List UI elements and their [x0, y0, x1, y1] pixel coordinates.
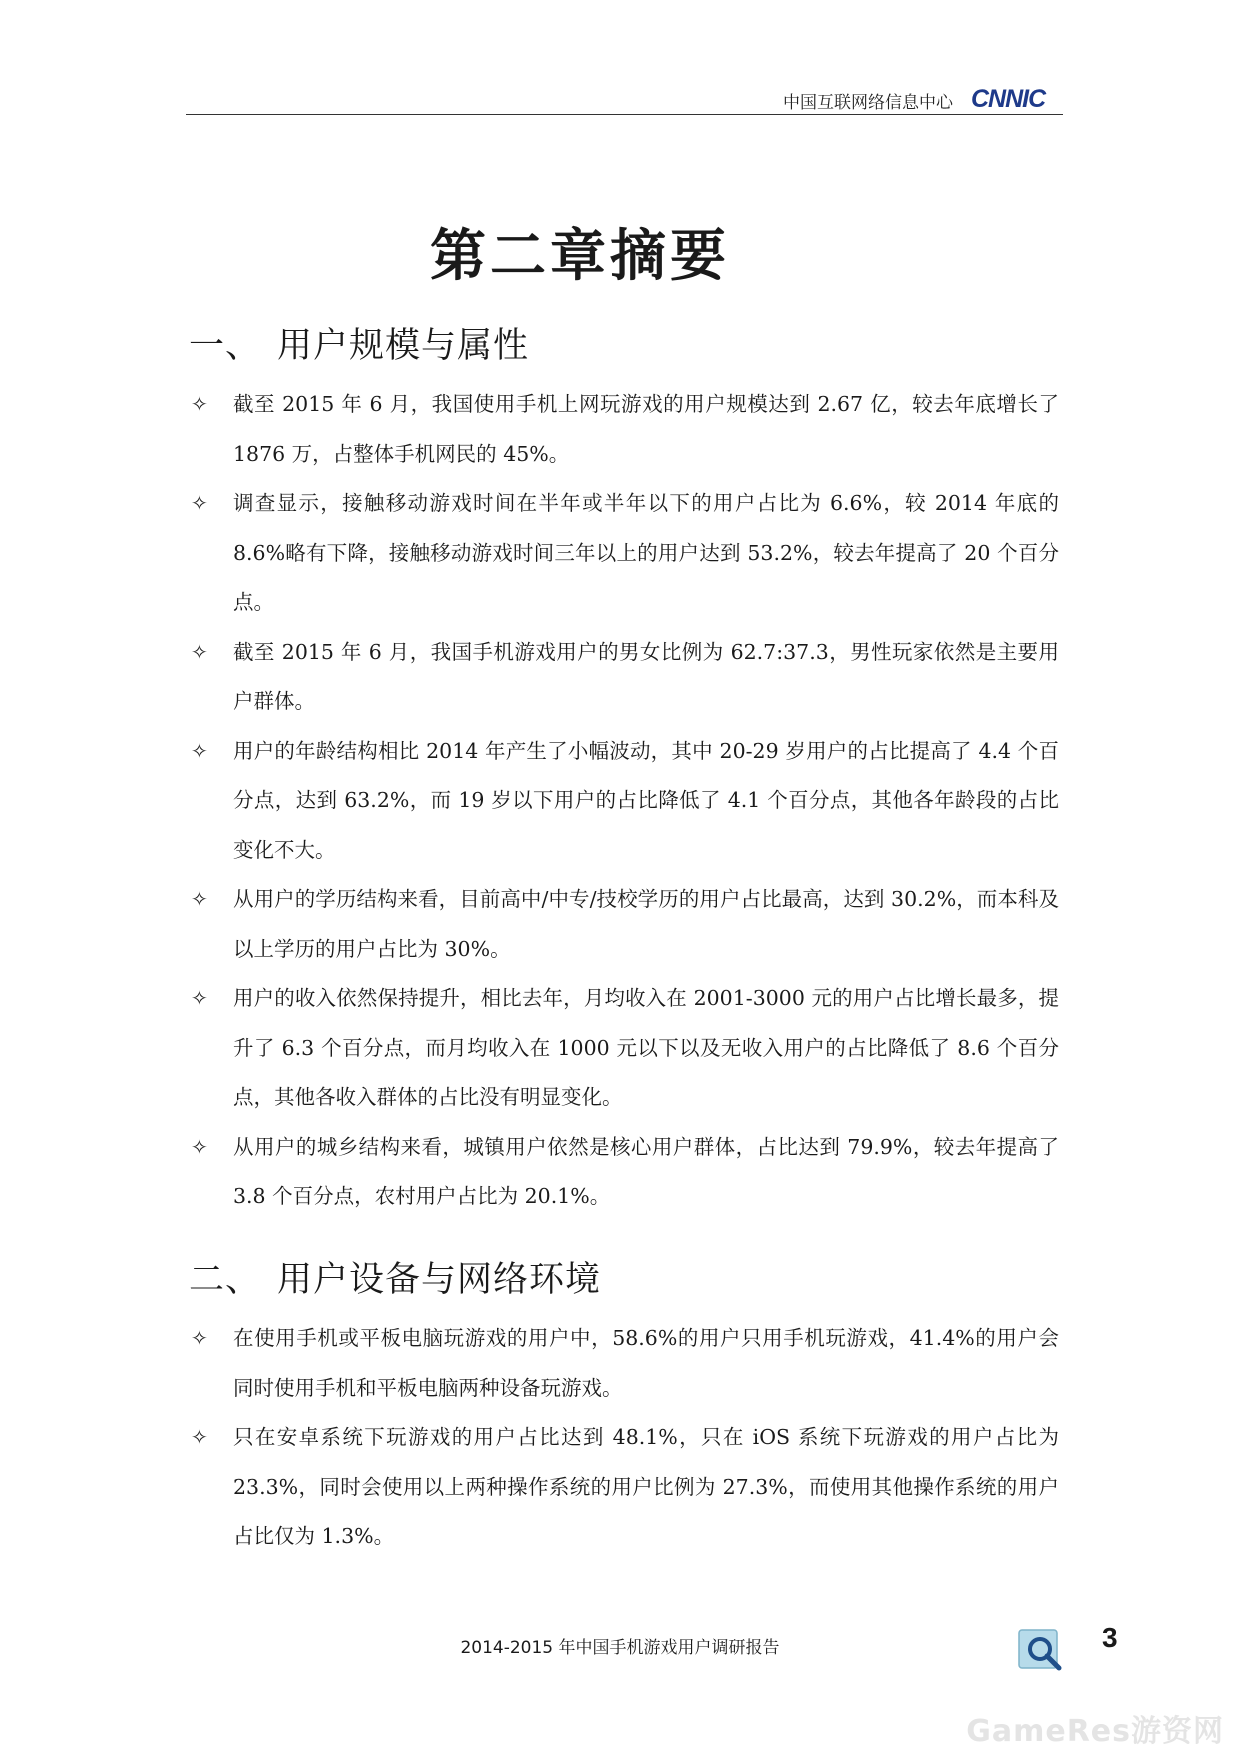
bullet-diamond-icon: ✧ — [191, 738, 208, 763]
watermark: GameRes游资网 — [966, 1714, 1224, 1749]
section-number: 二、 — [189, 1260, 262, 1300]
cnnic-logo — [971, 85, 1063, 111]
bullet-item — [189, 380, 1059, 479]
bullet-diamond-icon: ✧ — [191, 392, 208, 416]
bullet-diamond-icon: ✧ — [191, 1326, 208, 1350]
bullet-text: 截至 2015 年 6 月，我国使用手机上网玩游戏的用户规模达到 2.67 亿，较去年底增长了 1876 万，占整体手机网民的 45%。 — [233, 392, 1059, 466]
bullet-item — [189, 1413, 1059, 1562]
bullet-text: 调查显示，接触移动游戏时间在半年或半年以下的用户占比为 6.6%，较 2014 年底的 8.6%略有下降，接触移动游戏时间三年以上的用户达到 53.2%，较去年提高了 20 个百分点。 — [233, 491, 1059, 614]
bullet-diamond-icon: ✧ — [191, 1425, 208, 1449]
chapter-title: 第二章摘要 — [430, 223, 730, 289]
section-title: 用户规模与属性 — [277, 326, 530, 366]
bullet-item — [189, 479, 1059, 628]
page-number: 3 — [1102, 1622, 1118, 1653]
section-2-bullets — [189, 1314, 1059, 1562]
bullet-text: 在使用手机或平板电脑玩游戏的用户中，58.6%的用户只用手机玩游戏，41.4%的用户会同时使用手机和平板电脑两种设备玩游戏。 — [233, 1326, 1059, 1400]
bullet-text: 从用户的学历结构来看，目前高中/中专/技校学历的用户占比最高，达到 30.2%，而本科及以上学历的用户占比为 30%。 — [233, 887, 1059, 961]
section-heading-1 — [189, 318, 529, 368]
bullet-text: 截至 2015 年 6 月，我国手机游戏用户的男女比例为 62.7:37.3，男性玩家依然是主要用户群体。 — [233, 639, 1059, 713]
bullet-item — [189, 1314, 1059, 1413]
bullet-item — [189, 974, 1059, 1123]
bullet-diamond-icon: ✧ — [191, 1134, 208, 1159]
header-org-name: 中国互联网络信息中心 — [783, 93, 953, 113]
section-1-bullets — [189, 380, 1059, 1222]
section-title: 用户设备与网络环境 — [277, 1260, 602, 1300]
bullet-diamond-icon: ✧ — [191, 986, 208, 1010]
bullet-diamond-icon: ✧ — [191, 491, 208, 515]
bullet-diamond-icon: ✧ — [191, 639, 208, 664]
bullet-text: 从用户的城乡结构来看，城镇用户依然是核心用户群体，占比达到 79.9%，较去年提高了 3.8 个百分点，农村用户占比为 20.1%。 — [233, 1134, 1059, 1208]
section-heading-2 — [189, 1252, 601, 1302]
bullet-item — [189, 628, 1059, 727]
section-number: 一、 — [189, 326, 262, 366]
bullet-text: 只在安卓系统下玩游戏的用户占比达到 48.1%，只在 iOS 系统下玩游戏的用户占比为 23.3%，同时会使用以上两种操作系统的用户比例为 27.3%，而使用其他操作系统的用户占比仅为 1.3%。 — [233, 1425, 1059, 1548]
bullet-item — [189, 1123, 1059, 1222]
footer-report-title: 2014-2015 年中国手机游戏用户调研报告 — [460, 1638, 780, 1658]
bullet-text: 用户的年龄结构相比 2014 年产生了小幅波动，其中 20-29 岁用户的占比提高了 4.4 个百分点，达到 63.2%，而 19 岁以下用户的占比降低了 4.1 个百分点，其他各年龄段的占比变化不大。 — [233, 738, 1059, 862]
magnifier-q-icon — [1017, 1628, 1065, 1672]
bullet-text: 用户的收入依然保持提升，相比去年，月均收入在 2001-3000 元的用户占比增长最多，提升了 6.3 个百分点，而月均收入在 1000 元以下以及无收入用户的占比降低了 8.6 个百分点，其他各收入群体的占比没有明显变化。 — [233, 986, 1059, 1109]
bullet-item — [189, 875, 1059, 974]
bullet-diamond-icon: ✧ — [191, 887, 208, 911]
cnnic-logo-text: CNNIC — [971, 85, 1046, 111]
bullet-item — [189, 727, 1059, 876]
page-header — [186, 84, 1063, 115]
